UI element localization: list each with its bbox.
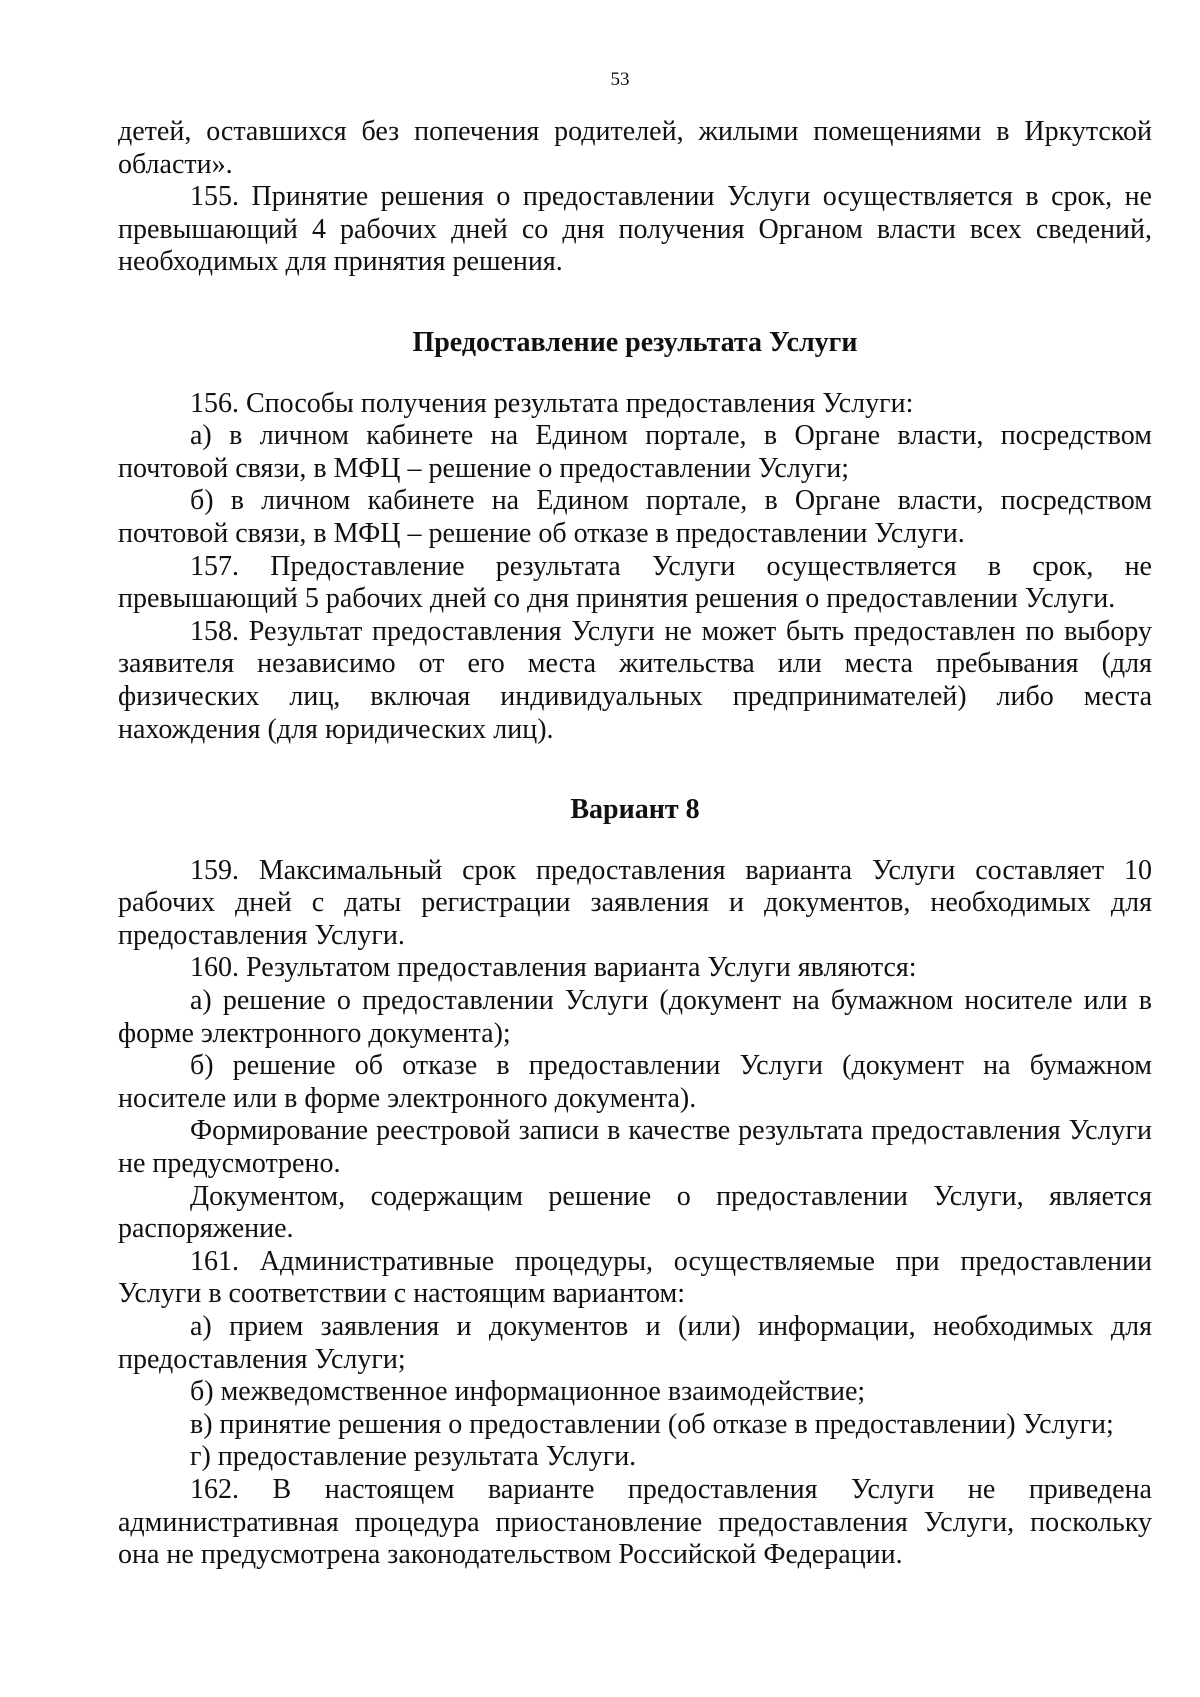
paragraph: детей, оставшихся без попечения родителей, жилыми помещениями в Иркутской области». — [118, 116, 1152, 180]
document-page — [118, 66, 1152, 1572]
paragraph-156-a: а) в личном кабинете на Едином портале, в Органе власти, посредством почтовой связи, в МФЦ – решение о предоставлении Услуги; — [118, 420, 1152, 484]
section-bottom — [118, 855, 1152, 1572]
section-top — [118, 116, 1152, 279]
paragraph-160: 160. Результатом предоставления варианта Услуги являются: — [190, 952, 917, 984]
paragraph-document-note: Документом, содержащим решение о предоставлении Услуги, является распоряжение. — [118, 1180, 1152, 1245]
paragraph-157: 157. Предоставление результата Услуги осуществляется в срок, не превышающий 5 рабочих дней со дня принятия решения о предоставлении Услуги. — [118, 550, 1152, 615]
paragraph-159: 159. Максимальный срок предоставления варианта Услуги составляет 10 рабочих дней с даты регистрации заявления и документов, необходимых для предоставления Услуги. — [118, 854, 1152, 951]
paragraph-registry-note: Формирование реестровой записи в качестве результата предоставления Услуги не предусмотрено. — [118, 1115, 1152, 1180]
paragraph-156: 156. Способы получения результата предоставления Услуги: — [190, 387, 914, 419]
paragraph-161-a: а) прием заявления и документов и (или) информации, необходимых для предоставления Услуги; — [118, 1311, 1152, 1375]
paragraph-162: 162. В настоящем варианте предоставления Услуги не приведена административная процедура приостановление предоставления Услуги, поскольку она не предусмотрена законодательством Российской Федерации. — [118, 1473, 1152, 1571]
page-number: 53 — [610, 69, 630, 90]
paragraph-155: 155. Принятие решения о предоставлении Услуги осуществляется в срок, не превышающий 4 рабочих дней со дня получения Органом власти всех сведений, необходимых для принятия решения. — [118, 181, 1152, 278]
paragraph-161-b: б) межведомственное информационное взаимодействие; — [190, 1376, 866, 1408]
paragraph-161-d: г) предоставление результата Услуги. — [190, 1441, 637, 1473]
section-heading-result: Предоставление результата Услуги — [412, 326, 858, 358]
paragraph-161-c: в) принятие решения о предоставлении (об отказе в предоставлении) Услуги; — [190, 1408, 1114, 1440]
paragraph-160-b: б) решение об отказе в предоставлении Услуги (документ на бумажном носителе или в форме электронного документа). — [118, 1050, 1152, 1114]
section-middle — [118, 388, 1152, 747]
paragraph-158: 158. Результат предоставления Услуги не может быть предоставлен по выбору заявителя независимо от его места жительства или места пребывания (для физических лиц, включая индивидуальных предпринимателей) либо места нахождения (для юридических лиц). — [118, 615, 1152, 745]
paragraph-161: 161. Административные процедуры, осуществляемые при предоставлении Услуги в соответствии с настоящим вариантом: — [118, 1245, 1152, 1310]
paragraph-156-b: б) в личном кабинете на Едином портале, в Органе власти, посредством почтовой связи, в МФЦ – решение об отказе в предоставлении Услуги. — [118, 485, 1152, 549]
section-heading-variant-8: Вариант 8 — [570, 794, 700, 826]
paragraph-160-a: а) решение о предоставлении Услуги (документ на бумажном носителе или в форме электронного документа); — [118, 985, 1152, 1049]
